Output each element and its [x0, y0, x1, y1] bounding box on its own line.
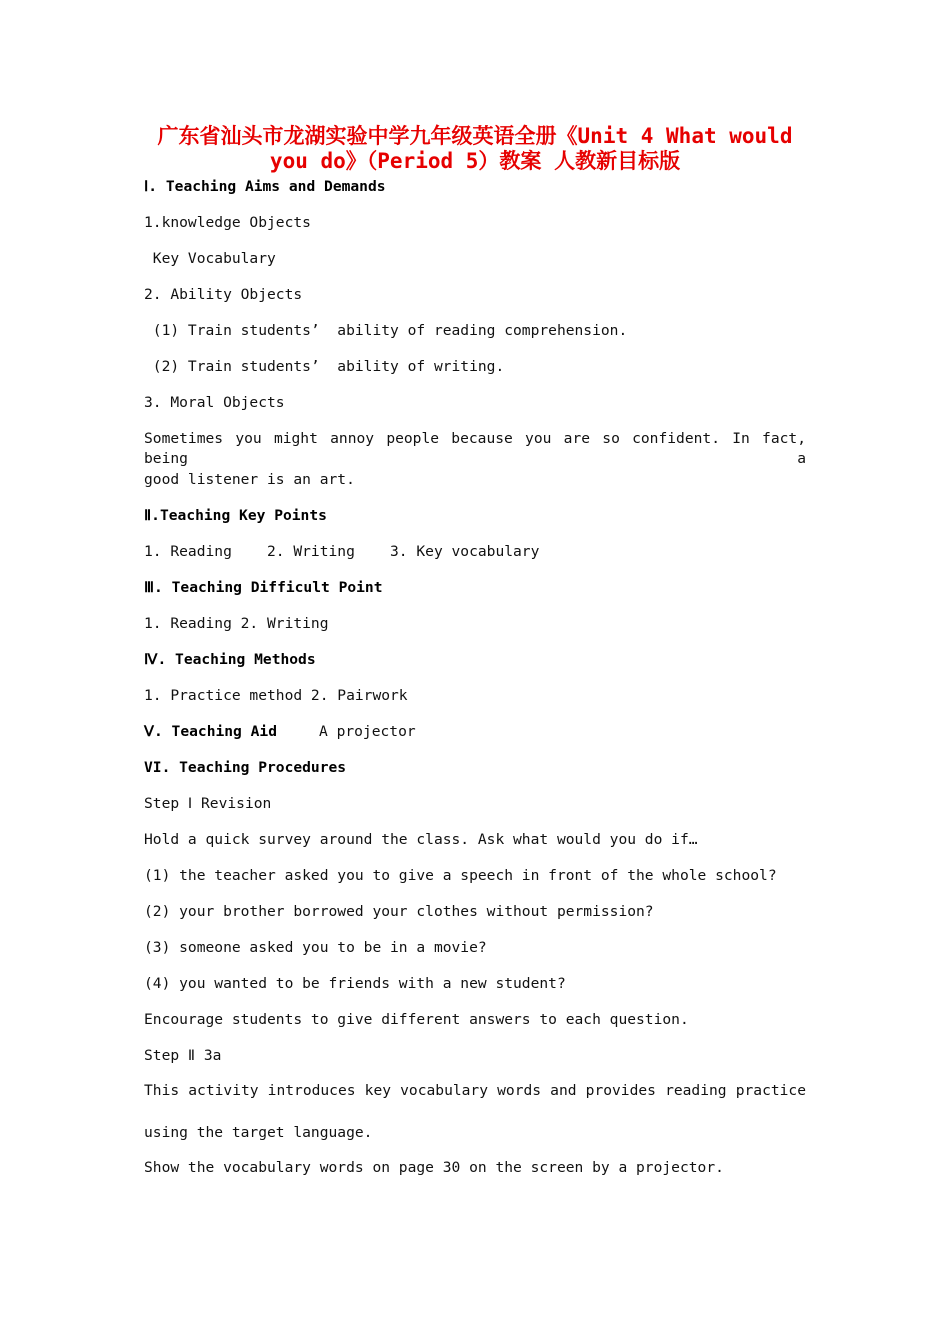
- methods-list: 1. Practice method 2. Pairwork: [144, 687, 408, 704]
- document-title-line-1: 广东省汕头市龙湖实验中学九年级英语全册《Unit 4 What would: [157, 124, 793, 148]
- survey-question-2: (2) your brother borrowed your clothes without permission?: [144, 903, 654, 920]
- section-heading-methods: Ⅳ. Teaching Methods: [144, 651, 316, 668]
- ability-item-1: (1) Train students’ ability of reading comprehension.: [144, 322, 628, 339]
- key-points-list: 1. Reading 2. Writing 3. Key vocabulary: [144, 543, 540, 560]
- moral-text-line-2: good listener is an art.: [144, 471, 355, 488]
- step-2-title: Step Ⅱ 3a: [144, 1047, 222, 1064]
- survey-question-4: (4) you wanted to be friends with a new student?: [144, 975, 566, 992]
- step-1-title: Step Ⅰ Revision: [144, 795, 272, 812]
- document-title-line-2: you do》（Period 5）教案 人教新目标版: [269, 149, 681, 173]
- ability-item-2: (2) Train students’ ability of writing.: [144, 358, 505, 375]
- section-heading-aid: Ⅴ. Teaching Aid: [144, 723, 277, 740]
- survey-encourage: Encourage students to give different answers to each question.: [144, 1011, 689, 1028]
- moral-objects: 3. Moral Objects: [144, 394, 285, 411]
- activity-text-line-2: using the target language.: [144, 1124, 373, 1141]
- key-vocabulary: Key Vocabulary: [144, 250, 276, 267]
- section-heading-difficult-point: Ⅲ. Teaching Difficult Point: [144, 579, 383, 596]
- difficult-point-list: 1. Reading 2. Writing: [144, 615, 329, 632]
- survey-intro: Hold a quick survey around the class. Ask what would you do if…: [144, 831, 698, 848]
- ability-objects: 2. Ability Objects: [144, 286, 303, 303]
- moral-text-line-1: Sometimes you might annoy people because you are so confident. In fact, being a: [144, 430, 806, 467]
- teaching-aid-value: A projector: [319, 723, 416, 740]
- activity-text-line-1: This activity introduces key vocabulary words and provides reading practice: [144, 1082, 806, 1099]
- survey-question-1: (1) the teacher asked you to give a speech in front of the whole school?: [144, 867, 777, 884]
- survey-question-3: (3) someone asked you to be in a movie?: [144, 939, 487, 956]
- section-heading-key-points: Ⅱ.Teaching Key Points: [144, 507, 327, 524]
- knowledge-objects: 1.knowledge Objects: [144, 214, 311, 231]
- section-heading-aims: Ⅰ. Teaching Aims and Demands: [144, 178, 386, 195]
- projector-instruction: Show the vocabulary words on page 30 on the screen by a projector.: [144, 1159, 724, 1176]
- section-heading-procedures: VI. Teaching Procedures: [144, 759, 347, 776]
